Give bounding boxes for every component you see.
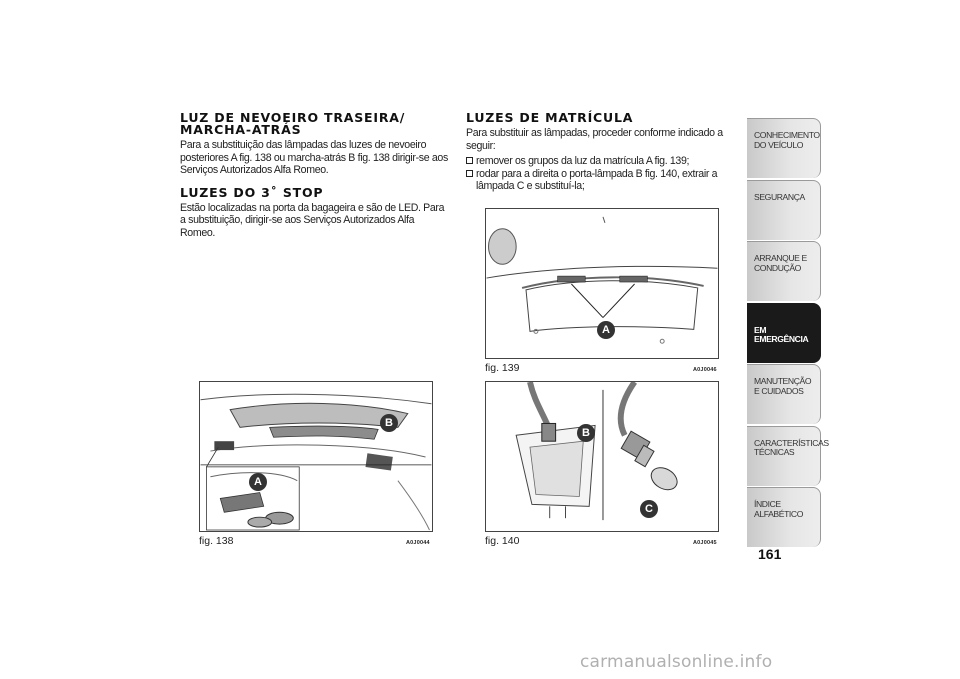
watermark-text: carmanualsonline.info bbox=[580, 652, 773, 672]
callout-b: B bbox=[380, 414, 398, 432]
heading-fog-reverse-light: LUZ DE NEVOEIRO TRASEIRA/ MARCHA-ATRÁS bbox=[180, 110, 406, 137]
list-item: remover os grupos da luz da matrícula A fig. 139; bbox=[466, 155, 742, 168]
figure-139 bbox=[485, 208, 719, 359]
text-fog-reverse-light: Para a substituição das lâmpadas das luzes de nevoeiro posteriores A fig. 138 ou marcha-atrás B fig. 138 dirigir-se aos Serviços Autorizados Alfa Romeo. bbox=[180, 139, 448, 177]
right-column bbox=[466, 112, 742, 193]
callout-a: A bbox=[597, 321, 615, 339]
text-third-stop: Estão localizadas na porta da bagageira e são de LED. Para a substituição, dirigir-se aos Serviços Autorizados Alfa Romeo. bbox=[180, 201, 445, 239]
code-fig-139: A0J0046 bbox=[693, 367, 717, 373]
rear-bumper-illustration bbox=[200, 382, 432, 531]
callout-b: B bbox=[577, 424, 595, 442]
tab-caracteristicas[interactable]: CARACTERÍSTICAS TÉCNICAS bbox=[747, 426, 821, 486]
tab-seguranca[interactable]: SEGURANÇA bbox=[747, 180, 821, 240]
heading-plate-lights: LUZES DE MATRÍCULA bbox=[466, 110, 634, 125]
figure-138 bbox=[199, 381, 433, 532]
caption-fig-140: fig. 140 bbox=[485, 535, 520, 547]
page-number: 161 bbox=[758, 546, 782, 562]
figure-140 bbox=[485, 381, 719, 532]
list-item: rodar para a direita o porta-lâmpada B fig. 140, extrair a lâmpada C e substituí-la; bbox=[466, 168, 742, 193]
callout-a: A bbox=[249, 473, 267, 491]
code-fig-138: A0J0044 bbox=[406, 540, 430, 546]
checkbox-bullet-icon bbox=[466, 157, 473, 164]
code-fig-140: A0J0045 bbox=[693, 540, 717, 546]
heading-third-stop: LUZES DO 3˚ STOP bbox=[180, 184, 324, 200]
text-plate-intro: Para substituir as lâmpadas, proceder conforme indicado a seguir: bbox=[466, 127, 723, 152]
tab-manutencao[interactable]: MANUTENÇÃO E CUIDADOS bbox=[747, 364, 821, 424]
lamp-holder-illustration bbox=[486, 382, 718, 531]
step-list bbox=[466, 155, 742, 193]
checkbox-bullet-icon bbox=[466, 170, 473, 177]
caption-fig-139: fig. 139 bbox=[485, 362, 520, 374]
caption-fig-138: fig. 138 bbox=[199, 535, 234, 547]
tab-indice[interactable]: ÍNDICE ALFABÉTICO bbox=[747, 487, 821, 547]
tab-em-emergencia[interactable]: EM EMERGÊNCIA bbox=[747, 303, 821, 363]
tab-conhecimento[interactable]: CONHECIMENTO DO VEÍCULO bbox=[747, 118, 821, 178]
chapter-tabs bbox=[747, 118, 829, 549]
callout-c: C bbox=[640, 500, 658, 518]
tab-arranque[interactable]: ARRANQUE E CONDUÇÃO bbox=[747, 241, 821, 301]
left-column bbox=[180, 112, 448, 240]
